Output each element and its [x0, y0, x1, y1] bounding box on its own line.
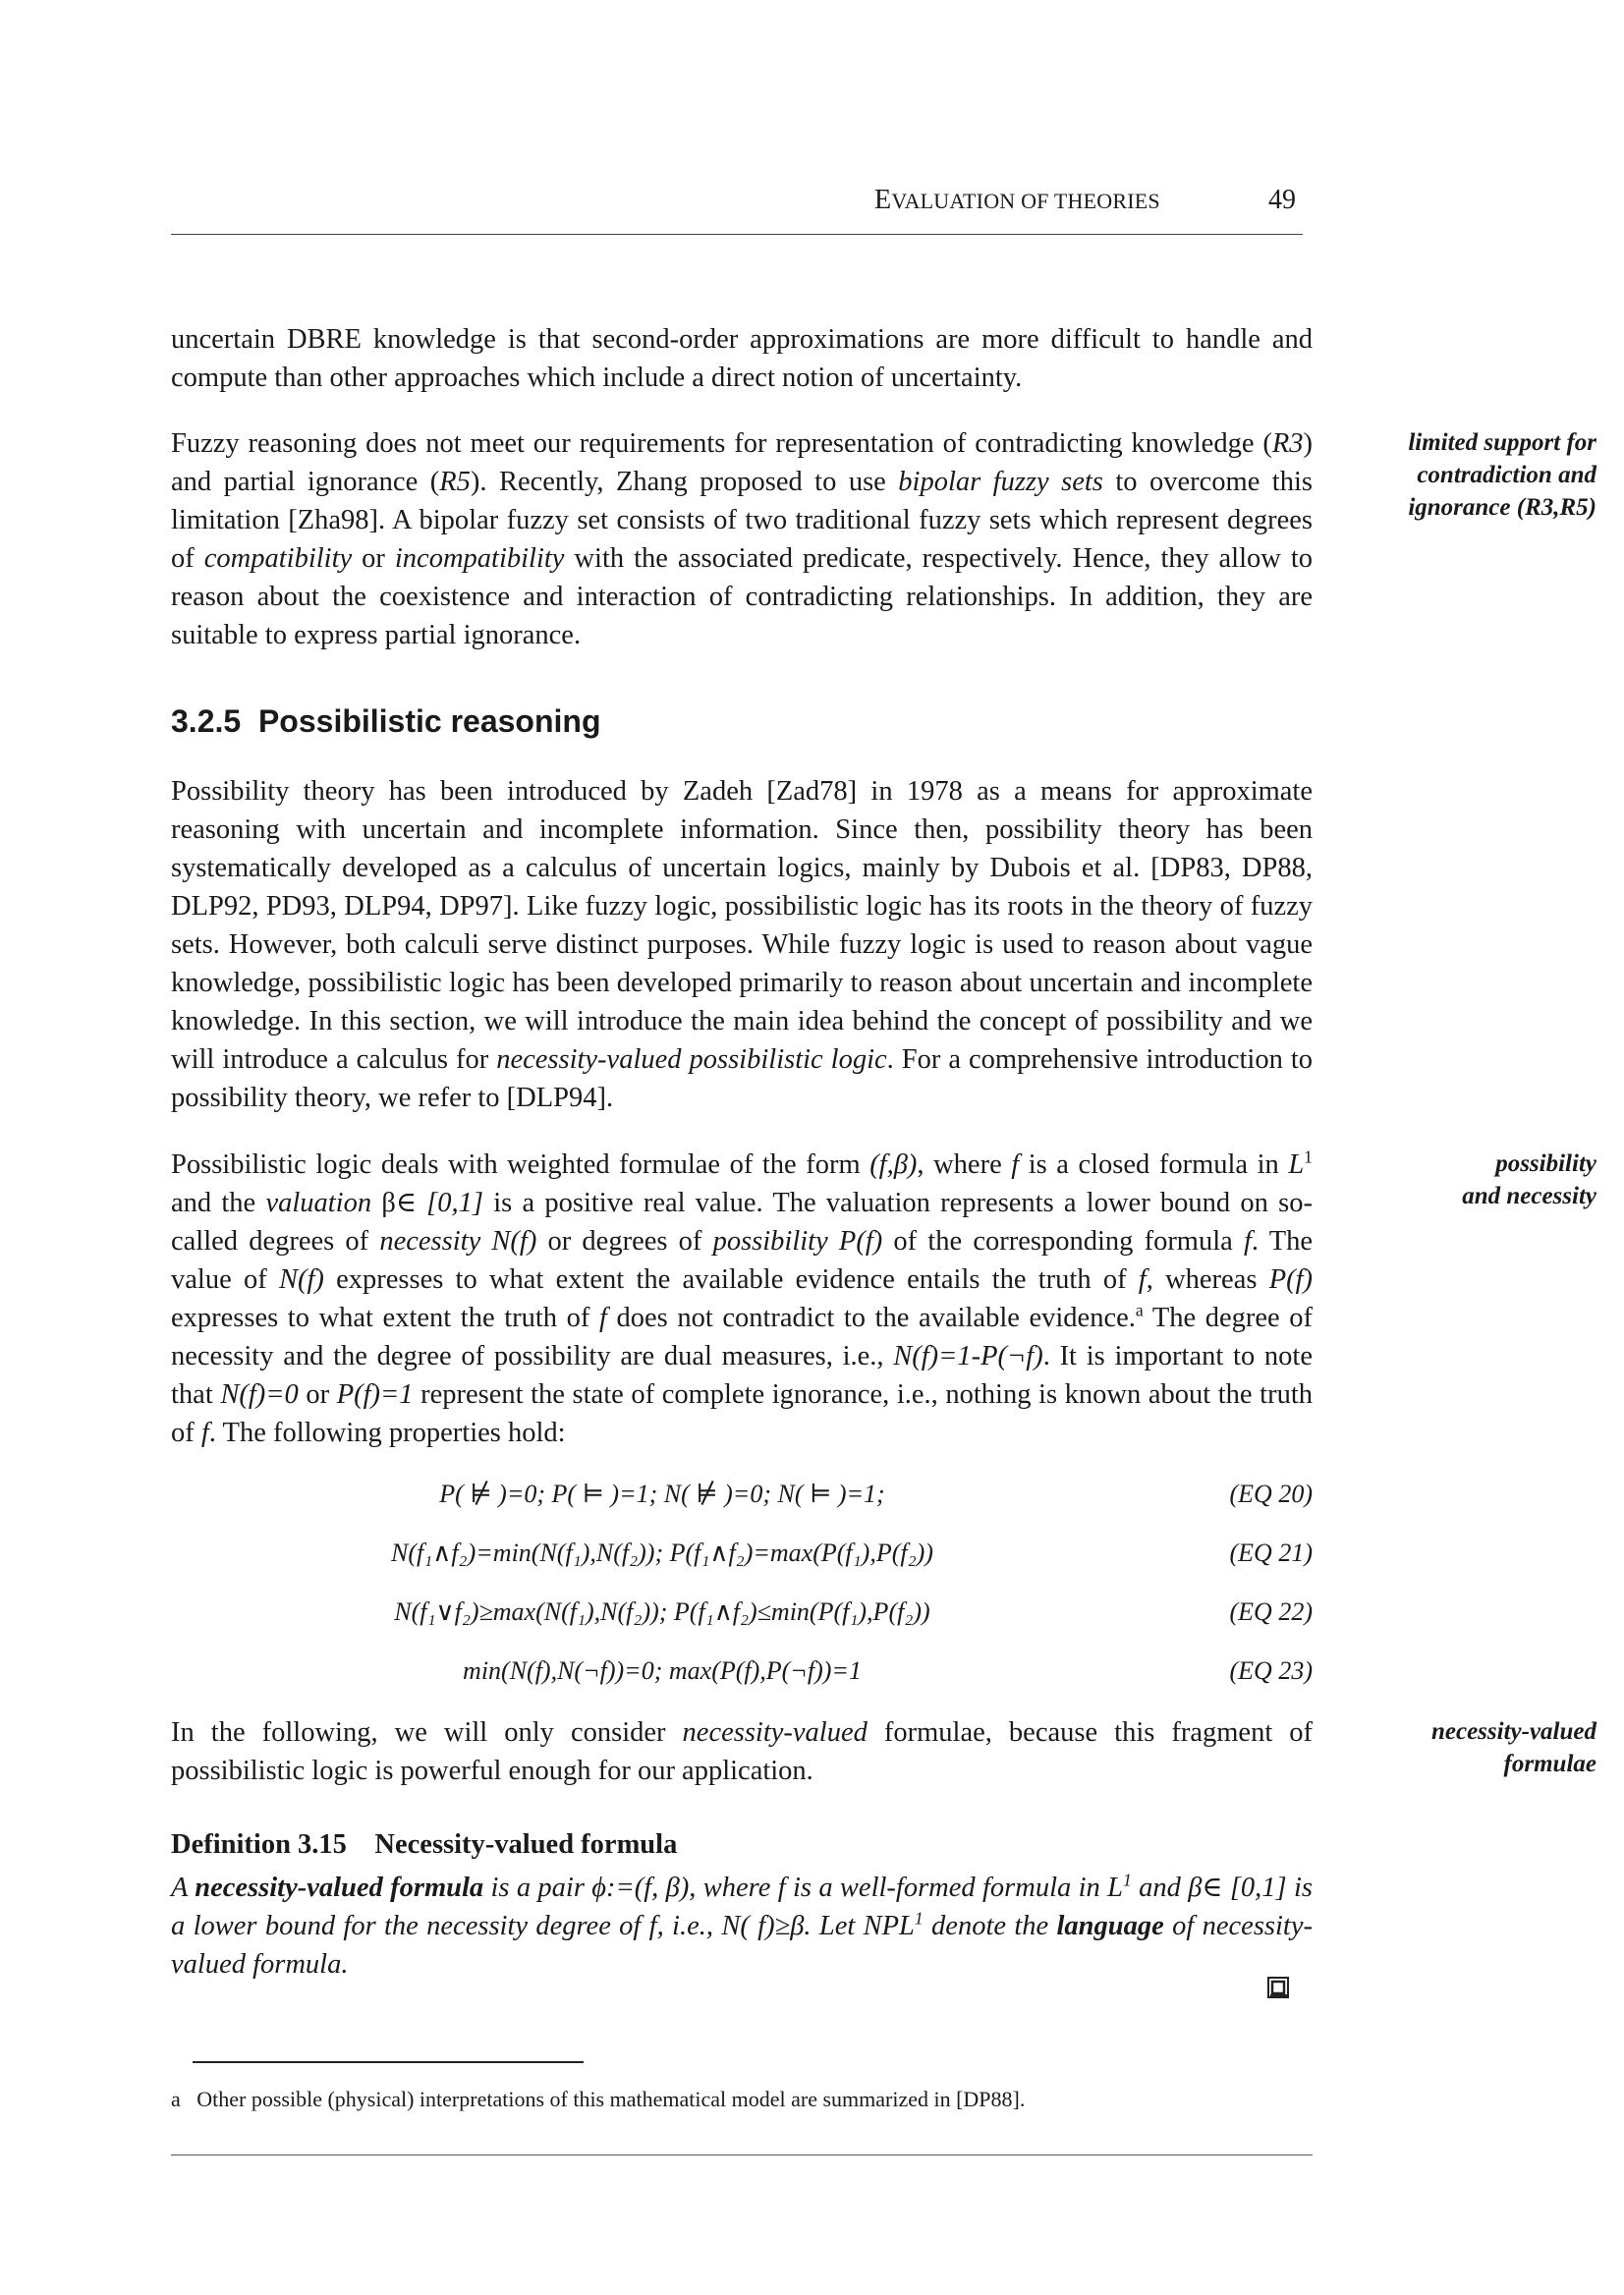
equation-22: N(f₁∨f₂)≥max(N(f₁),N(f₂)); P(f₁∧f₂)≤min(P(f₁),P(f₂)) (EQ 22) — [394, 1597, 1313, 1626]
margin-note-contradiction: limited support for contradiction and ignorance (R3,R5) — [1408, 429, 1596, 521]
header-rule — [171, 234, 1303, 235]
paragraph-4: Possibilistic logic deals with weighted formulae of the form (f,β), where f is a closed formula in $L^1$ and the valuation β∈ [0,1] is a positive real value. The valuation represents a lower bound on so-called degrees of necessity N(f) or degrees of possibility P(f) of the corresponding formula f. The value of N(f) expresses to what extent the available evidence entails the truth of f, whereas P(f) expresses to what extent the truth of f does not contradict to the available evidence.$^a$ The degree of necessity and the degree of possibility are dual measures, i.e., N(f)=1-P(¬f). It is important to note that N(f)=0 or P(f)=1 represent the state of complete ignorance, i.e., nothing is known about the truth of f. The following properties hold: — [171, 1147, 1314, 1448]
margin-note-possibility: possibility and necessity — [1462, 1150, 1596, 1209]
footnote-rule — [193, 2061, 584, 2063]
paragraph-1: uncertain DBRE knowledge is that second-order approximations are more difficult to handle and compute than other approaches which include a direct notion of uncertainty. — [171, 324, 1313, 393]
end-of-definition-icon — [1267, 1977, 1289, 1998]
equation-23: min(N(f),N(¬f))=0; max(P(f),P(¬f))=1 (EQ 23) — [463, 1656, 1313, 1685]
page-number: 49 — [1268, 185, 1296, 215]
equation-21: N(f₁∧f₂)=min(N(f₁),N(f₂)); P(f₁∧f₂)=max(P(f₁),P(f₂)) (EQ 21) — [391, 1539, 1313, 1567]
equation-20: P( ⊭ )=0; P( ⊨ )=1; N( ⊭ )=0; N( ⊨ )=1; (EQ 20) — [439, 1480, 1313, 1508]
paragraph-5: In the following, we will only consider necessity-valued formulae, because this fragment of possibilistic logic is powerful enough for our application. — [171, 1717, 1314, 1786]
paragraph-2: Fuzzy reasoning does not meet our requirements for representation of contradicting knowledge (R3) and partial ignorance (R5). Recently, Zhang proposed to use bipolar fuzzy sets to overcome this limitation [Zha98]. A bipolar fuzzy set consists of two traditional fuzzy sets which represent degrees of compatibility or incompatibility with the associated predicate, respectively. Hence, they allow to reason about the coexistence and interaction of contradicting relationships. In addition, they are suitable to express partial ignorance. — [171, 428, 1314, 650]
running-header: EVALUATION OF THEORIES — [874, 185, 1160, 215]
margin-note-necessity-valued: necessity-valued formulae — [1430, 1718, 1596, 1777]
footnote: a Other possible (physical) interpretations of this mathematical model are summarized in [DP88]. — [171, 2087, 1026, 2111]
paragraph-3: Possibility theory has been introduced by Zadeh [Zad78] in 1978 as a means for approximate reasoning with uncertain and incomplete information. Since then, possibility theory has been systematically developed as a calculus of uncertain logics, mainly by Dubois et al. [DP83, DP88, DLP92, PD93, DLP94, DP97]. Like fuzzy logic, possibilistic logic has its roots in the theory of fuzzy sets. However, both calculi serve distinct purposes. While fuzzy logic is used to reason about vague knowledge, possibilistic logic has been developed primarily to reason about uncertain and incomplete knowledge. In this section, we will introduce the main idea behind the concept of possibility and we will introduce a calculus for necessity-valued possibilistic logic. For a comprehensive introduction to possibility theory, we refer to [DLP94]. — [171, 776, 1313, 1113]
definition-body: A necessity-valued formula is a pair ϕ:=(f, β), where f is a well-formed formula in $L^1$ and β∈ [0,1] is a lower bound for the necessity degree of f, i.e., N( f)≥β. Let NPL$^1$ denote the language of necessity-valued formula. — [171, 1870, 1314, 1980]
definition-heading: Definition 3.15 Necessity-valued formula — [171, 1829, 678, 1860]
section-heading: 3.2.5 Possibilistic reasoning — [171, 703, 601, 739]
